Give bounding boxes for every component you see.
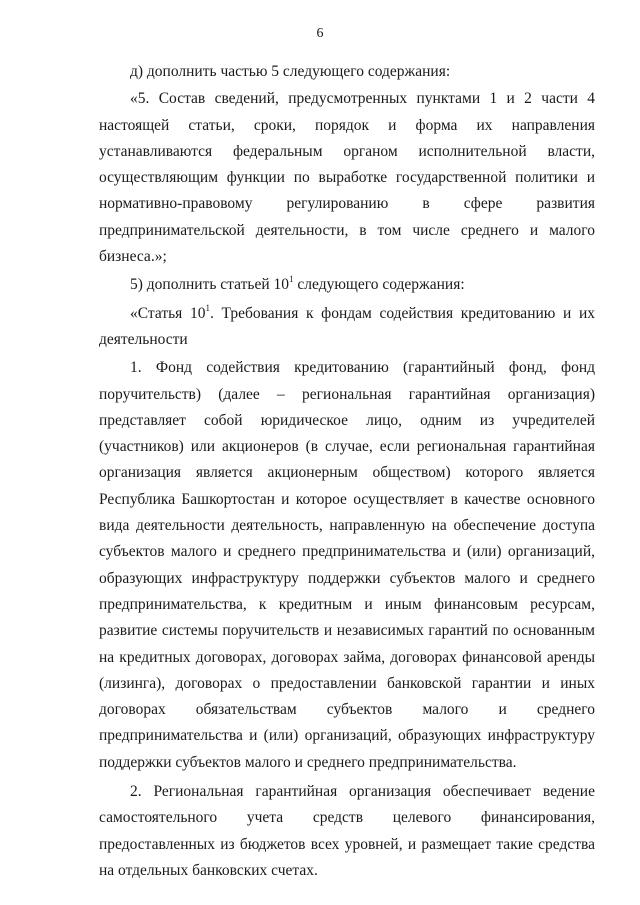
document-body xyxy=(99,59,595,884)
amendment-5-text-end: следующего содержания: xyxy=(293,276,465,294)
paragraph-amendment-d: д) дополнить частью 5 следующего содержания: xyxy=(130,63,451,80)
amendment-5-text-start: 5) дополнить статьей 10 xyxy=(130,276,290,294)
article-heading-superscript: 1 xyxy=(205,302,210,313)
article-heading xyxy=(99,301,595,354)
page-number: 6 xyxy=(316,26,324,41)
paragraph-amendment-5 xyxy=(99,272,595,298)
paragraph-clause-1: 1. Фонд содействия кредитованию (гарантийный фонд, фонд поручительств) (далее – региональная гарантийная организация) представляет собой юридическое лицо, одним из учредителей (участников) или акционеров (в случае, если региональная гарантийная организация является акционерным обществом) которого является Республика Башкортостан и которое осуществляет в качестве основного вида деятельности деятельность, направленную на обеспечение доступа субъектов малого и среднего предпринимательства и (или) организаций, образующих инфраструктуру поддержки субъектов малого и среднего предпринимательства, к кредитным и иным финансовым ресурсам, развитие системы поручительств и независимых гарантий по основанным на кредитных договорах, договорах займа, договорах финансовой аренды (лизинга), договорах о предоставлении банковской гарантии и иных договорах обязательствам субъектов малого и среднего предпринимательства и (или) организаций, образующих инфраструктуру поддержки субъектов малого и среднего предпринимательства. xyxy=(99,359,595,771)
paragraph-clause-2: 2. Региональная гарантийная организация обеспечивает ведение самостоятельного учета средств целевого финансирования, предоставленных из бюджетов всех уровней, и размещает такие средства на отдельных банковских счетах. xyxy=(99,783,595,879)
article-heading-end: . Требования к фондам содействия кредитованию и их деятельности xyxy=(99,304,595,348)
article-heading-start: «Статья 10 xyxy=(130,304,206,322)
paragraph-part-5: «5. Состав сведений, предусмотренных пунктами 1 и 2 части 4 настоящей статьи, сроки, порядок и форма их направления устанавливаются федеральным органом исполнительной власти, осуществляющим функции по выработке государственной политики и нормативно-правовому регулированию в сфере развития предпринимательской деятельности, в том числе среднего и малого бизнеса.»; xyxy=(99,90,595,266)
amendment-5-superscript: 1 xyxy=(289,274,294,285)
